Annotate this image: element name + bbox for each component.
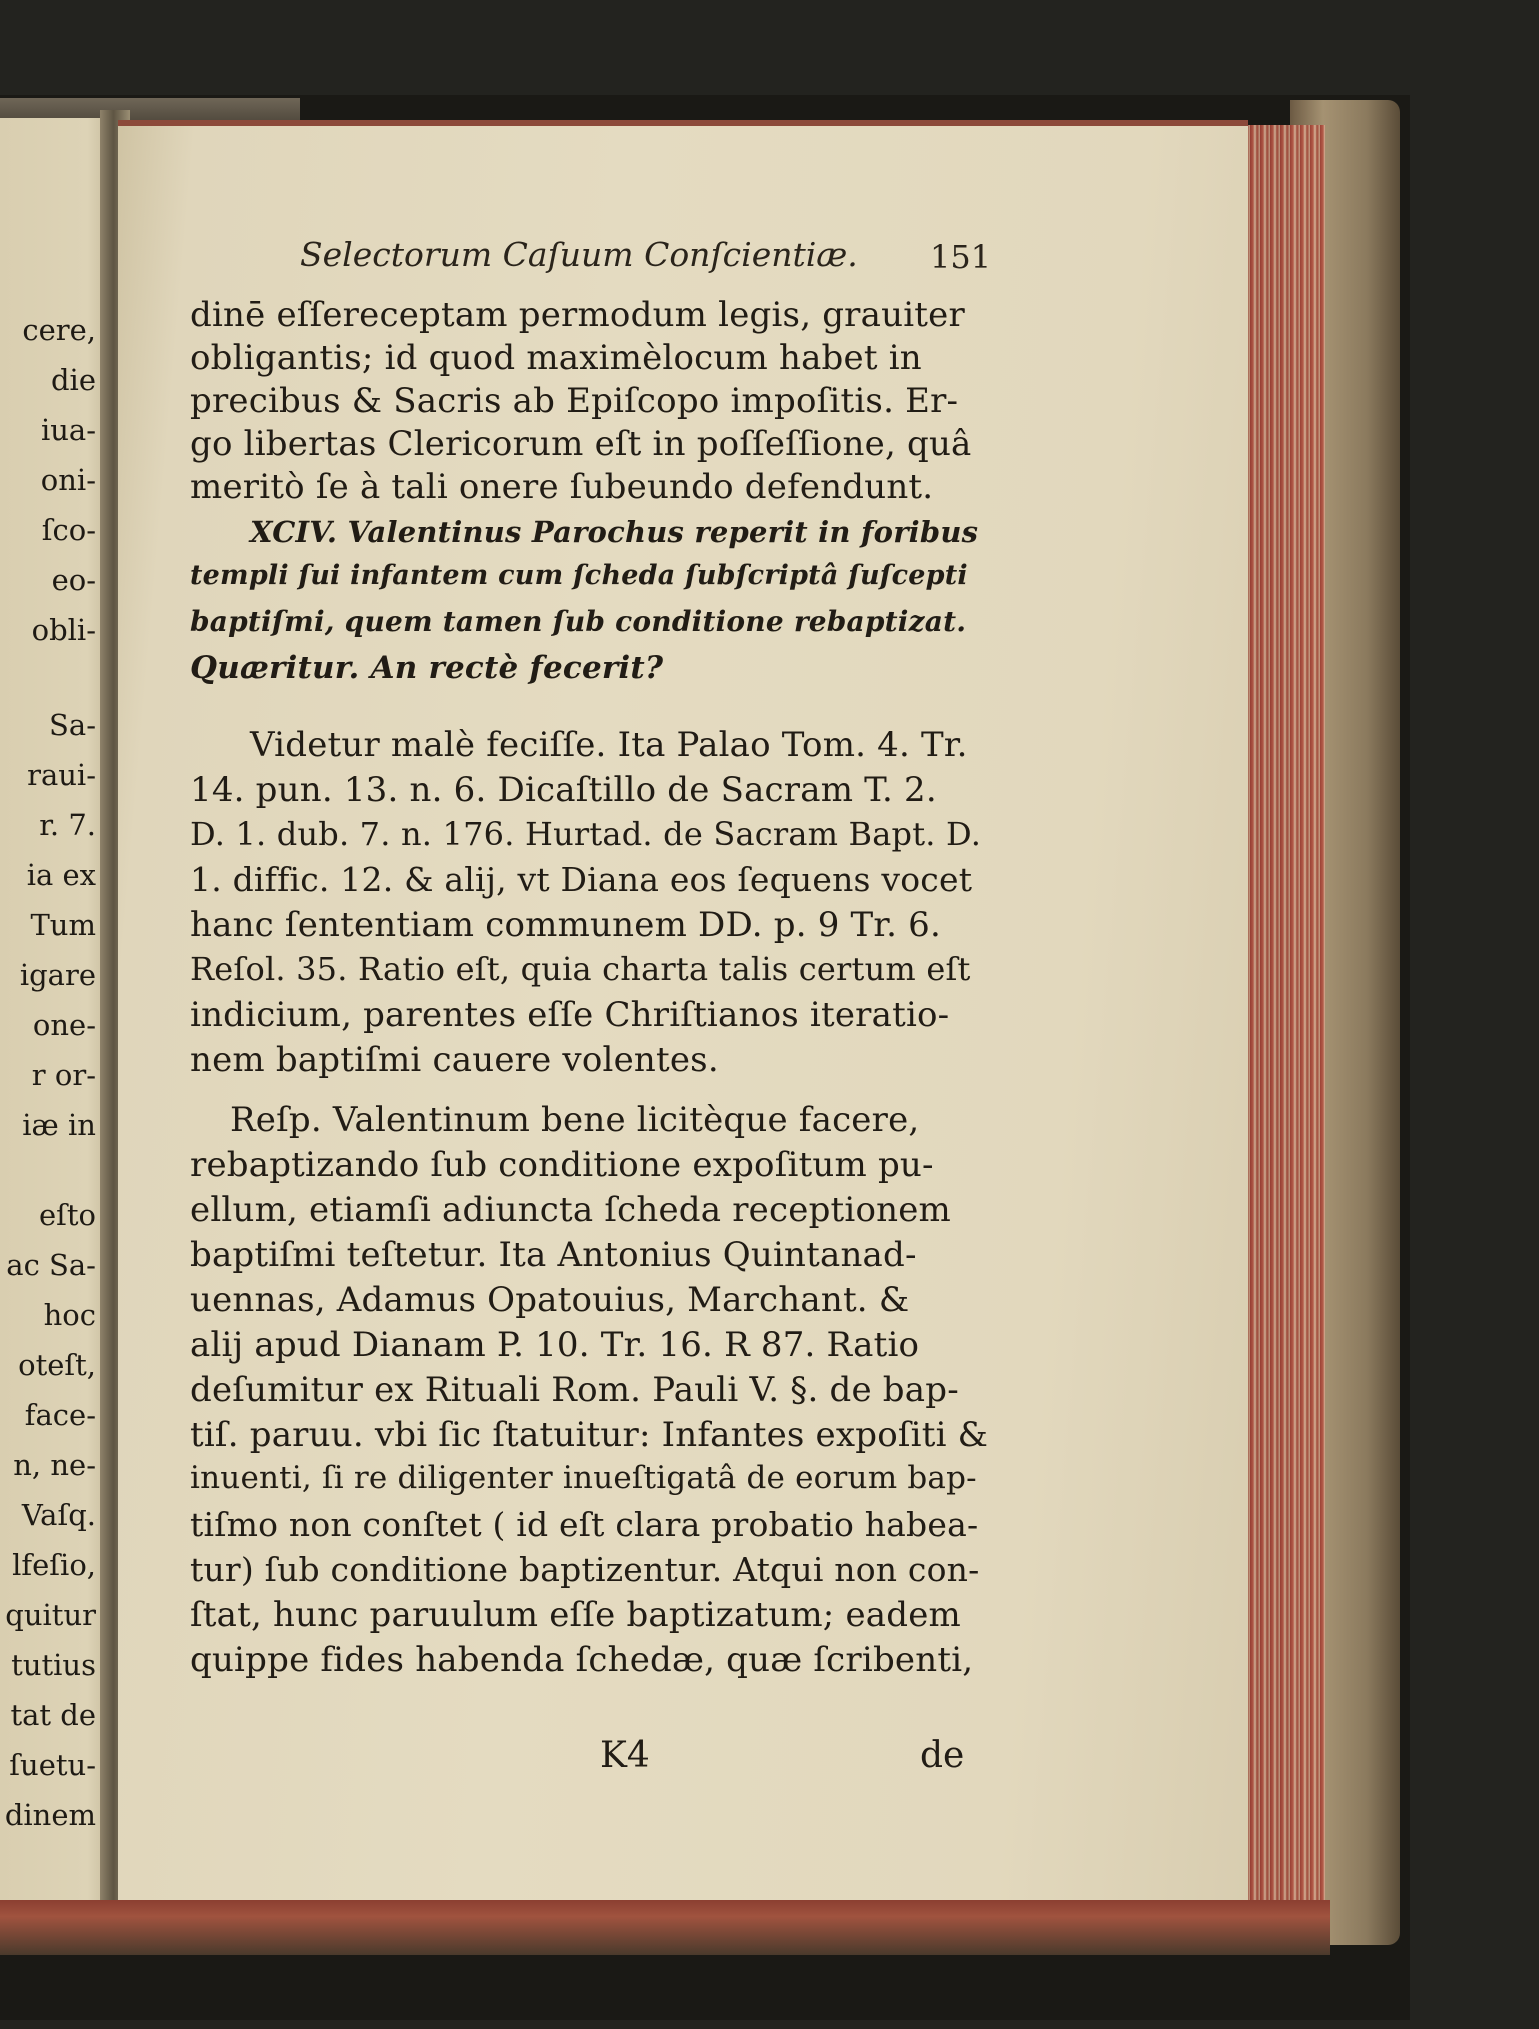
left-fragment: oteſt, bbox=[18, 1348, 96, 1382]
text-line: obligantis; id quod maximèlocum habet in bbox=[190, 338, 922, 378]
text-line: tiſ. paruu. vbi ſic ſtatuitur: Infantes expoſiti & bbox=[190, 1415, 989, 1455]
signature-mark: K4 bbox=[600, 1735, 650, 1776]
left-fragment: Vaſq. bbox=[21, 1498, 96, 1532]
left-fragment: dinem bbox=[4, 1798, 96, 1832]
text-line: hanc ſententiam communem DD. p. 9 Tr. 6. bbox=[190, 905, 942, 945]
left-fragment: r or- bbox=[31, 1058, 96, 1092]
text-line: D. 1. dub. 7. n. 176. Hurtad. de Sacram Bapt. D. bbox=[190, 815, 982, 853]
left-fragment: iua- bbox=[40, 413, 96, 447]
text-line: Reſp. Valentinum bene licitèque facere, bbox=[230, 1100, 920, 1140]
running-head: Selectorum Caſuum Conſcientiæ. bbox=[300, 235, 858, 274]
book-cover-bottom bbox=[0, 1900, 1330, 1955]
text-line: Reſol. 35. Ratio eſt, quia charta talis certum eſt bbox=[190, 950, 971, 988]
left-fragment: iæ in bbox=[22, 1108, 96, 1142]
left-fragment: oni- bbox=[40, 463, 96, 497]
left-fragment: tutius bbox=[11, 1648, 96, 1682]
text-line: precibus & Sacris ab Epiſcopo impoſitis. Er- bbox=[190, 381, 959, 421]
left-fragment: one- bbox=[32, 1008, 96, 1042]
text-line: tur) ſub conditione baptizentur. Atqui non con- bbox=[190, 1550, 980, 1589]
left-fragment: ac Sa- bbox=[6, 1248, 96, 1282]
text-line: templi ſui infantem cum ſcheda ſubſcriptâ ſuſcepti bbox=[190, 560, 968, 591]
text-line: XCIV. Valentinus Parochus reperit in foribus bbox=[250, 515, 979, 549]
left-fragment: lfeſio, bbox=[12, 1548, 96, 1582]
text-line: alij apud Dianam P. 10. Tr. 16. R 87. Ratio bbox=[190, 1325, 920, 1365]
left-fragment: hoc bbox=[43, 1298, 96, 1332]
left-fragment: die bbox=[50, 363, 96, 397]
text-line: baptiſmi teſtetur. Ita Antonius Quintanad- bbox=[190, 1235, 917, 1275]
left-fragment: ſuetu- bbox=[9, 1748, 96, 1782]
text-line: nem baptiſmi cauere volentes. bbox=[190, 1040, 719, 1080]
left-fragment: quitur bbox=[5, 1598, 96, 1632]
text-line: tiſmo non conſtet ( id eſt clara probatio habea- bbox=[190, 1505, 979, 1544]
left-fragment: raui- bbox=[27, 758, 96, 792]
text-line: deſumitur ex Rituali Rom. Pauli V. §. de bap- bbox=[190, 1370, 959, 1410]
left-fragment: r. 7. bbox=[39, 808, 96, 842]
text-line: indicium, parentes eſſe Chriſtianos iteratio- bbox=[190, 995, 950, 1035]
text-line: quippe fides habenda ſchedæ, quæ ſcribenti, bbox=[190, 1640, 974, 1680]
text-line: rebaptizando ſub conditione expoſitum pu- bbox=[190, 1145, 934, 1185]
text-line: inuenti, ſi re diligenter inueſtigatâ de eorum bap- bbox=[190, 1460, 977, 1496]
text-line: baptiſmi, quem tamen ſub conditione rebaptizat. bbox=[190, 605, 967, 638]
text-line: Quæritur. An rectè fecerit? bbox=[190, 650, 664, 686]
text-line: meritò ſe à tali onere ſubeundo defendunt. bbox=[190, 467, 934, 507]
text-line: Videtur malè feciſſe. Ita Palao Tom. 4. Tr. bbox=[250, 725, 968, 765]
left-fragment: Sa- bbox=[49, 708, 96, 742]
left-fragment: eo- bbox=[51, 563, 96, 597]
text-line: go libertas Clericorum eſt in poſſeſſione, quâ bbox=[190, 424, 972, 464]
left-fragment: cere, bbox=[22, 313, 96, 347]
catchword: de bbox=[920, 1735, 965, 1776]
text-line: ſtat, hunc paruulum eſſe baptizatum; eadem bbox=[190, 1595, 961, 1635]
text-line: dinē eſſereceptam permodum legis, grauiter bbox=[190, 295, 965, 335]
left-fragment: obli- bbox=[31, 613, 96, 647]
left-fragment: Tum bbox=[30, 908, 96, 942]
text-line: ellum, etiamſi adiuncta ſcheda receptionem bbox=[190, 1190, 951, 1230]
left-fragment: igare bbox=[19, 958, 96, 992]
page-number: 151 bbox=[930, 238, 992, 276]
left-fragment: ia ex bbox=[26, 858, 96, 892]
left-fragment: n, ne- bbox=[13, 1448, 96, 1482]
text-line: 1. diffic. 12. & alij, vt Diana eos ſequens vocet bbox=[190, 860, 973, 899]
left-fragment: tat de bbox=[10, 1698, 96, 1732]
text-line: 14. pun. 13. n. 6. Dicaſtillo de Sacram T. 2. bbox=[190, 770, 937, 810]
left-fragment: eſto bbox=[38, 1198, 96, 1232]
text-line: uennas, Adamus Opatouius, Marchant. & bbox=[190, 1280, 910, 1320]
left-fragment: ſco- bbox=[41, 513, 96, 547]
left-fragment: face- bbox=[24, 1398, 96, 1432]
